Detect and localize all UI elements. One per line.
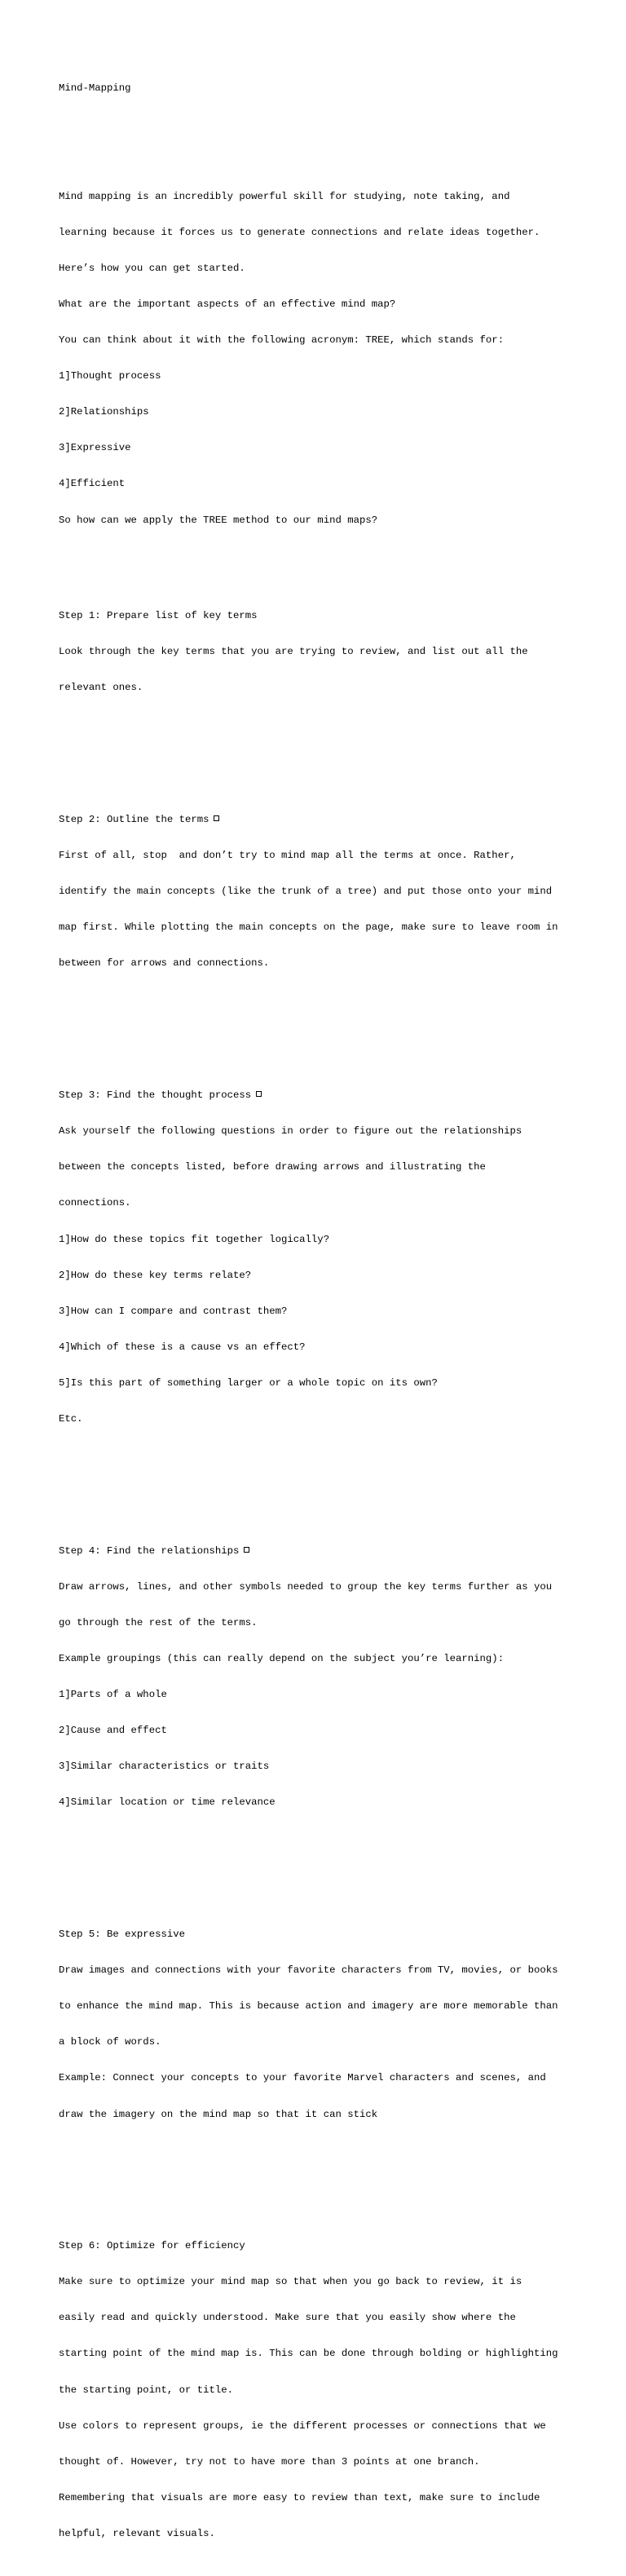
- checkbox-glyph-icon: [214, 815, 219, 821]
- intro-line: You can think about it with the following acronym: TREE, which stands for:: [59, 334, 505, 347]
- step-2-line: First of all, stop and don’t try to mind map all the terms at once. Rather,: [59, 850, 516, 862]
- step-2-heading: Step 2: Outline the terms: [59, 814, 209, 826]
- step-6-line: the starting point, or title.: [59, 2384, 234, 2396]
- step-4-heading: Step 4: Find the relationships: [59, 1544, 240, 1557]
- step-3-line: connections.: [59, 1197, 131, 1209]
- blank-line: [59, 2168, 589, 2181]
- step-2-line: between for arrows and connections.: [59, 957, 270, 970]
- step-1-line: Look through the key terms that you are trying to review, and list out all the: [59, 646, 528, 658]
- step-5-section: [59, 1905, 589, 2145]
- step-5-heading: Step 5: Be expressive: [59, 1929, 185, 1941]
- intro-line: learning because it forces us to generate connections and relate ideas together.: [59, 226, 540, 238]
- step-6-line: helpful, relevant visuals.: [59, 2527, 215, 2539]
- acronym-item: 4]Efficient: [59, 478, 126, 490]
- step-4-line: Example groupings (this can really depend on the subject you’re learning):: [59, 1652, 505, 1664]
- step-6-line: thought of. However, try not to have more than 3 points at one branch.: [59, 2455, 480, 2468]
- question-item: 5]Is this part of something larger or a whole topic on its own?: [59, 1376, 438, 1389]
- blank-line: [59, 1473, 589, 1485]
- question-item: 1]How do these topics fit together logically?: [59, 1233, 330, 1245]
- step-3-line: between the concepts listed, before drawing arrows and illustrating the: [59, 1161, 486, 1173]
- intro-section: [59, 166, 589, 550]
- step-6-line: easily read and quickly understood. Make sure that you easily show where the: [59, 2312, 516, 2324]
- blank-line: [59, 1018, 589, 1030]
- step-1-line: relevant ones.: [59, 682, 143, 694]
- step-2-line: map first. While plotting the main concepts on the page, make sure to leave room in: [59, 921, 558, 934]
- intro-line: Mind mapping is an incredibly powerful skill for studying, note taking, and: [59, 190, 510, 202]
- question-item: 3]How can I compare and contrast them?: [59, 1305, 288, 1317]
- step-2-line: identify the main concepts (like the trunk of a tree) and put those onto your mind: [59, 886, 553, 898]
- step-3-heading-row: [59, 1089, 589, 1102]
- question-item: 2]How do these key terms relate?: [59, 1269, 252, 1281]
- step-6-line: Remembering that visuals are more easy to review than text, make sure to include: [59, 2491, 540, 2503]
- acronym-item: 3]Expressive: [59, 442, 131, 454]
- step-4-heading-row: [59, 1545, 589, 1558]
- acronym-item: 2]Relationships: [59, 406, 149, 418]
- step-5-line: to enhance the mind map. This is because action and imagery are more memorable than: [59, 2000, 558, 2013]
- intro-line: Here’s how you can get started.: [59, 262, 245, 274]
- step-1-heading: Step 1: Prepare list of key terms: [59, 610, 258, 622]
- step-4-line: Draw arrows, lines, and other symbols needed to group the key terms further as you: [59, 1580, 553, 1593]
- step-5-line: draw the imagery on the mind map so that it can stick: [59, 2108, 378, 2120]
- document-title: Mind-Mapping: [59, 82, 131, 95]
- step-5-line: Draw images and connections with your favorite characters from TV, movies, or books: [59, 1964, 558, 1977]
- grouping-item: 2]Cause and effect: [59, 1725, 167, 1737]
- document-page: [59, 59, 589, 2576]
- blank-line: [59, 119, 589, 131]
- step-2-section: [59, 790, 589, 994]
- blank-line: [59, 1857, 589, 1869]
- step-3-line: Etc.: [59, 1412, 83, 1425]
- blank-line: [59, 742, 589, 754]
- step-1-section: [59, 586, 589, 718]
- step-6-section: [59, 2216, 589, 2564]
- step-5-line: Example: Connect your concepts to your favorite Marvel characters and scenes, and: [59, 2072, 546, 2084]
- step-3-section: [59, 1066, 589, 1449]
- step-5-line: a block of words.: [59, 2036, 161, 2048]
- step-6-line: starting point of the mind map is. This can be done through bolding or highlighting: [59, 2348, 558, 2360]
- step-3-line: Ask yourself the following questions in order to figure out the relationships: [59, 1125, 522, 1138]
- checkbox-glyph-icon: [244, 1547, 249, 1553]
- grouping-item: 4]Similar location or time relevance: [59, 1796, 276, 1809]
- step-6-line: Use colors to represent groups, ie the different processes or connections that we: [59, 2419, 546, 2432]
- step-4-section: [59, 1521, 589, 1832]
- intro-line: What are the important aspects of an effective mind map?: [59, 298, 396, 310]
- checkbox-glyph-icon: [256, 1091, 262, 1097]
- intro-line: So how can we apply the TREE method to our mind maps?: [59, 514, 378, 526]
- grouping-item: 3]Similar characteristics or traits: [59, 1761, 270, 1773]
- step-6-line: Make sure to optimize your mind map so that when you go back to review, it is: [59, 2276, 522, 2288]
- grouping-item: 1]Parts of a whole: [59, 1689, 167, 1701]
- step-4-line: go through the rest of the terms.: [59, 1616, 258, 1628]
- step-6-heading: Step 6: Optimize for efficiency: [59, 2240, 245, 2252]
- acronym-item: 1]Thought process: [59, 370, 161, 382]
- step-3-heading: Step 3: Find the thought process: [59, 1089, 252, 1102]
- step-2-heading-row: [59, 814, 589, 826]
- question-item: 4]Which of these is a cause vs an effect?: [59, 1341, 306, 1353]
